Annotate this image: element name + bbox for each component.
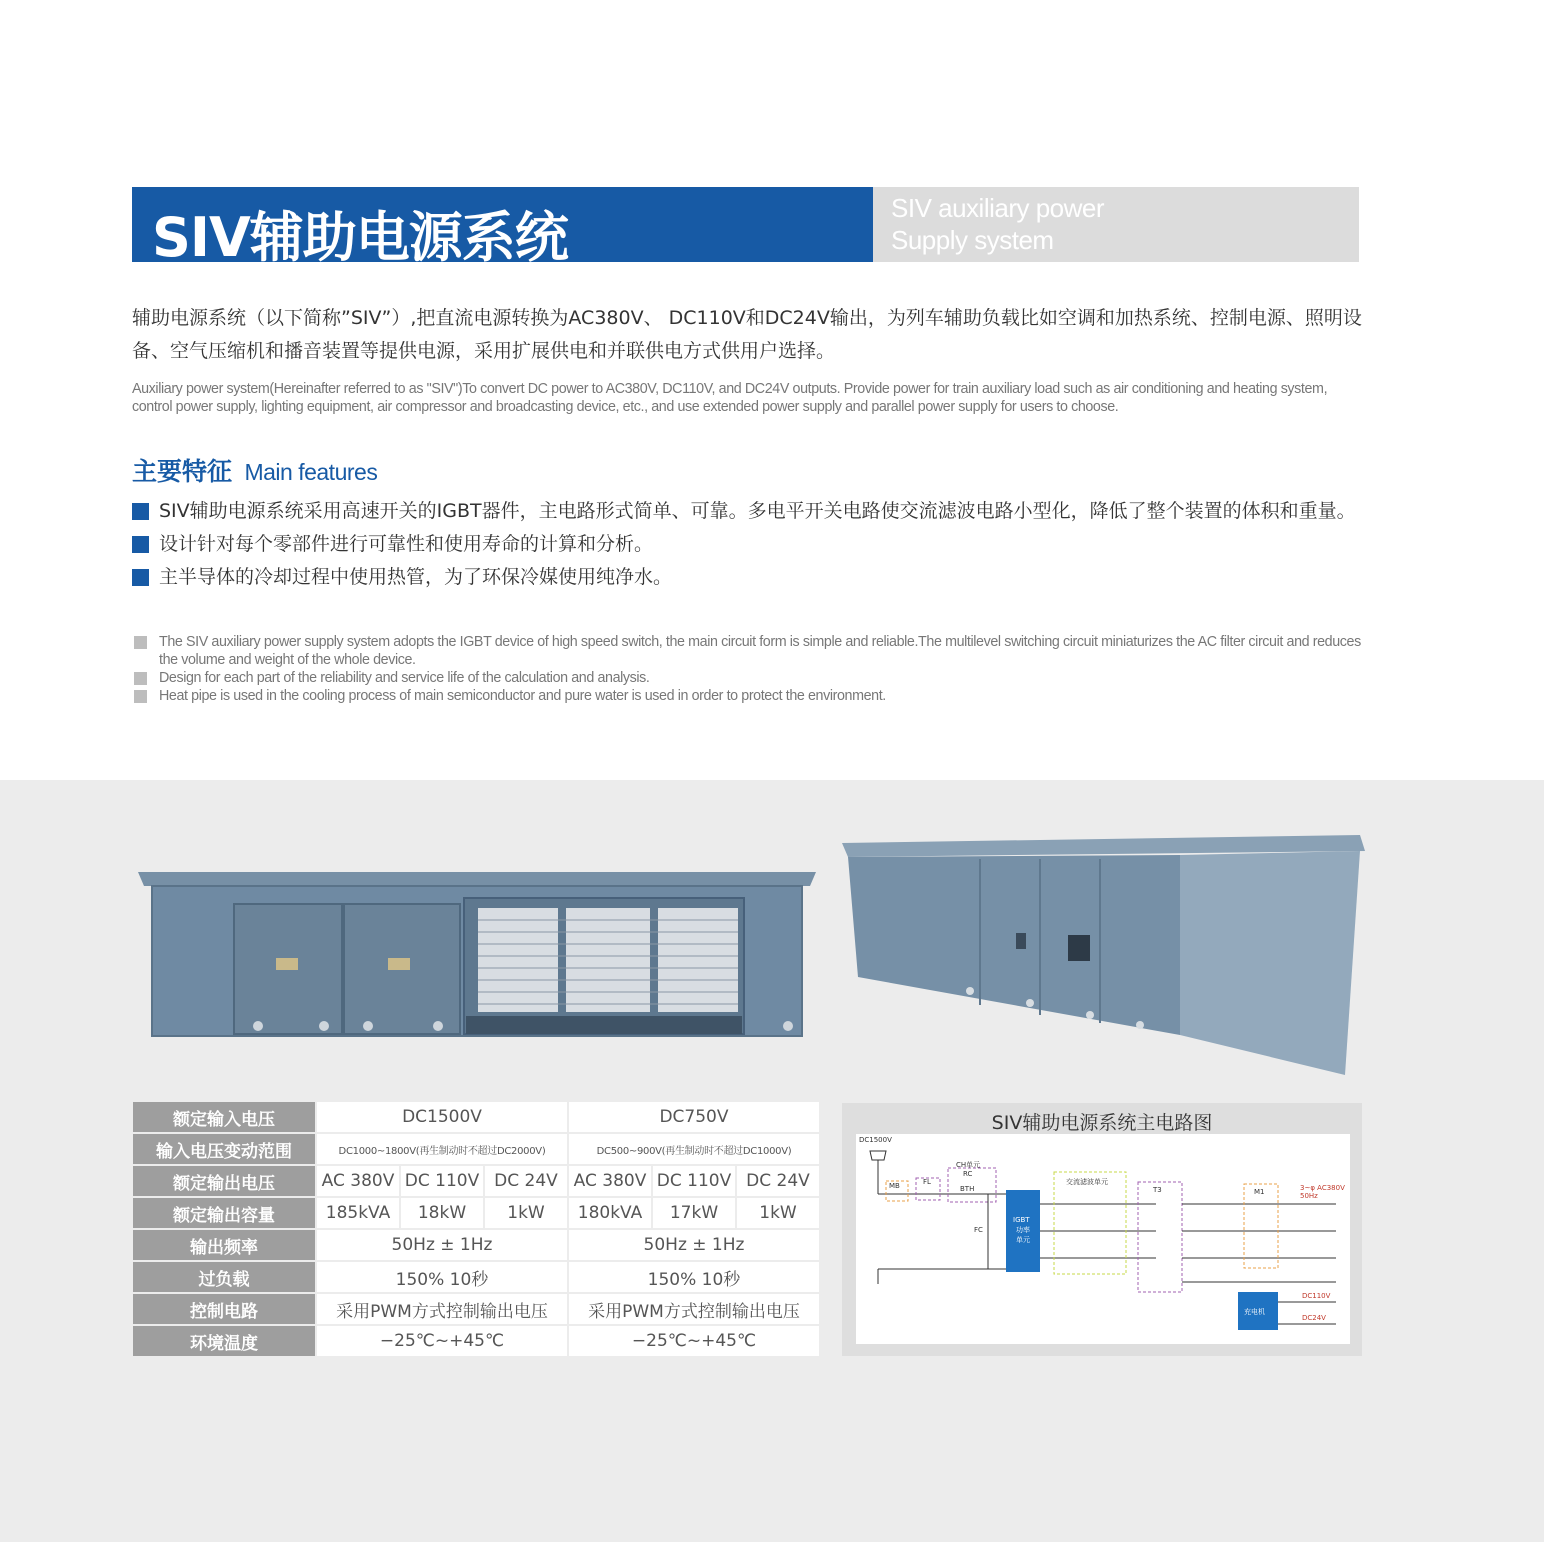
bullet-square-icon bbox=[134, 672, 147, 685]
row-label: 额定输入电压 bbox=[133, 1102, 317, 1134]
feature-item-en: Design for each part of the reliability and service life of the calculation and analysis. bbox=[132, 669, 1364, 687]
table-row bbox=[133, 1134, 821, 1166]
subtitle-en-line1: SIV auxiliary power bbox=[891, 193, 1105, 223]
label-igbt: IGBT bbox=[1013, 1216, 1030, 1224]
label-rc: RC bbox=[963, 1170, 973, 1178]
cell-value: 采用PWM方式控制输出电压 bbox=[317, 1294, 569, 1326]
table-row bbox=[133, 1262, 821, 1294]
feature-list-en bbox=[132, 633, 1364, 705]
row-label: 环境温度 bbox=[133, 1326, 317, 1358]
cell-value: DC1000~1800V(再生制动时不超过DC2000V) bbox=[317, 1134, 569, 1166]
feature-item-en: Heat pipe is used in the cooling process of main semiconductor and pure water is used in order to protect the environment. bbox=[132, 687, 1364, 705]
table-row bbox=[133, 1326, 821, 1358]
table-row bbox=[133, 1230, 821, 1262]
bullet-square-icon bbox=[132, 536, 149, 553]
label-bth: BTH bbox=[960, 1185, 975, 1193]
equipment-front-photo bbox=[138, 858, 816, 1040]
equipment-angled-photo bbox=[840, 825, 1365, 1080]
label-ac-frequency: 50Hz bbox=[1300, 1192, 1318, 1200]
intro-text-cn: 辅助电源系统（以下简称”SIV”）,把直流电源转换为AC380V、 DC110V和DC24V输出，为列车辅助负载比如空调和加热系统、控制电源、照明设备、空气压缩机和播音装置等提供电源，采用扩展供电和并联供电方式供用户选择。 bbox=[132, 307, 1362, 362]
cell-value: AC 380V bbox=[317, 1166, 401, 1198]
features-heading-cn: 主要特征 bbox=[132, 457, 233, 486]
feature-item-en: The SIV auxiliary power supply system adopts the IGBT device of high speed switch, the main circuit form is simple and reliable.The multilevel switching circuit miniaturizes the AC filter circuit and reduces the volume and weight of the whole device. bbox=[132, 633, 1364, 669]
circuit-diagram-panel bbox=[842, 1103, 1362, 1356]
page-title: SIV辅助电源系统 bbox=[152, 206, 568, 269]
cell-value: DC 110V bbox=[401, 1166, 485, 1198]
label-t3: T3 bbox=[1153, 1186, 1162, 1194]
cell-value: 150% 10秒 bbox=[569, 1262, 821, 1294]
title-sub-block bbox=[873, 187, 1359, 262]
cell-value: DC500~900V(再生制动时不超过DC1000V) bbox=[569, 1134, 821, 1166]
label-ac-output: 3~φ AC380V bbox=[1300, 1184, 1345, 1192]
cell-value: DC750V bbox=[569, 1102, 821, 1134]
row-label: 额定输出容量 bbox=[133, 1198, 317, 1230]
row-label: 额定输出电压 bbox=[133, 1166, 317, 1198]
cell-value: DC 24V bbox=[737, 1166, 821, 1198]
spec-table bbox=[133, 1102, 821, 1358]
row-label: 过负载 bbox=[133, 1262, 317, 1294]
label-mb: MB bbox=[889, 1182, 900, 1190]
label-filter-unit: 交流滤波单元 bbox=[1066, 1178, 1108, 1186]
bullet-square-icon bbox=[134, 690, 147, 703]
cell-value: 17kW bbox=[653, 1198, 737, 1230]
label-charge-unit: CH单元 bbox=[956, 1161, 981, 1169]
row-label: 输出频率 bbox=[133, 1230, 317, 1262]
cell-value: −25℃~+45℃ bbox=[317, 1326, 569, 1358]
bullet-square-icon bbox=[132, 503, 149, 520]
cell-value: 1kW bbox=[485, 1198, 569, 1230]
subtitle-en-line2: Supply system bbox=[891, 225, 1054, 255]
cell-value: DC 110V bbox=[653, 1166, 737, 1198]
label-charger: 充电机 bbox=[1244, 1308, 1265, 1316]
feature-item: SIV辅助电源系统采用高速开关的IGBT器件，主电路形式简单、可靠。多电平开关电路使交流滤波电路小型化，降低了整个装置的体积和重量。 bbox=[132, 495, 1356, 528]
cell-value: 180kVA bbox=[569, 1198, 653, 1230]
cell-value: 185kVA bbox=[317, 1198, 401, 1230]
cell-value: 150% 10秒 bbox=[317, 1262, 569, 1294]
label-dc110-output: DC110V bbox=[1302, 1292, 1331, 1300]
cell-value: DC1500V bbox=[317, 1102, 569, 1134]
features-heading-en: Main features bbox=[244, 459, 378, 485]
feature-item: 设计针对每个零部件进行可靠性和使用寿命的计算和分析。 bbox=[132, 528, 1356, 561]
cell-value: 采用PWM方式控制输出电压 bbox=[569, 1294, 821, 1326]
label-m1: M1 bbox=[1254, 1188, 1265, 1196]
cell-value: 18kW bbox=[401, 1198, 485, 1230]
title-main-block bbox=[132, 187, 873, 269]
row-label: 控制电路 bbox=[133, 1294, 317, 1326]
cell-value: DC 24V bbox=[485, 1166, 569, 1198]
label-dc24-output: DC24V bbox=[1302, 1314, 1326, 1322]
label-dc-input: DC1500V bbox=[859, 1136, 892, 1144]
label-igbt-3: 单元 bbox=[1016, 1236, 1030, 1244]
features-heading bbox=[132, 452, 377, 488]
cell-value: −25℃~+45℃ bbox=[569, 1326, 821, 1358]
label-fl: FL bbox=[923, 1178, 931, 1186]
cell-value: 50Hz ± 1Hz bbox=[317, 1230, 569, 1262]
circuit-diagram bbox=[856, 1134, 1350, 1344]
label-fc: FC bbox=[974, 1226, 983, 1234]
cell-value: 1kW bbox=[737, 1198, 821, 1230]
row-label: 输入电压变动范围 bbox=[133, 1134, 317, 1166]
diagram-title: SIV辅助电源系统主电路图 bbox=[991, 1112, 1213, 1134]
feature-item: 主半导体的冷却过程中使用热管，为了环保冷媒使用纯净水。 bbox=[132, 561, 1356, 594]
bullet-square-icon bbox=[134, 636, 147, 649]
table-row bbox=[133, 1198, 821, 1230]
cell-value: AC 380V bbox=[569, 1166, 653, 1198]
intro-text-en: Auxiliary power system(Hereinafter referred to as "SIV")To convert DC power to AC380V, DC110V, and DC24V outputs. Provide power for train auxiliary load such as air conditioning and heating system, control power supply, lighting equipment, air compressor and broadcasting device, etc., and use extended power supply and parallel power supply for users to choose. bbox=[132, 381, 1328, 415]
title-bar bbox=[132, 187, 1359, 269]
table-row bbox=[133, 1102, 821, 1134]
cell-value: 50Hz ± 1Hz bbox=[569, 1230, 821, 1262]
table-row bbox=[133, 1294, 821, 1326]
feature-list-cn bbox=[132, 495, 1356, 594]
label-igbt-2: 功率 bbox=[1016, 1226, 1030, 1234]
table-row bbox=[133, 1166, 821, 1198]
bullet-square-icon bbox=[132, 569, 149, 586]
